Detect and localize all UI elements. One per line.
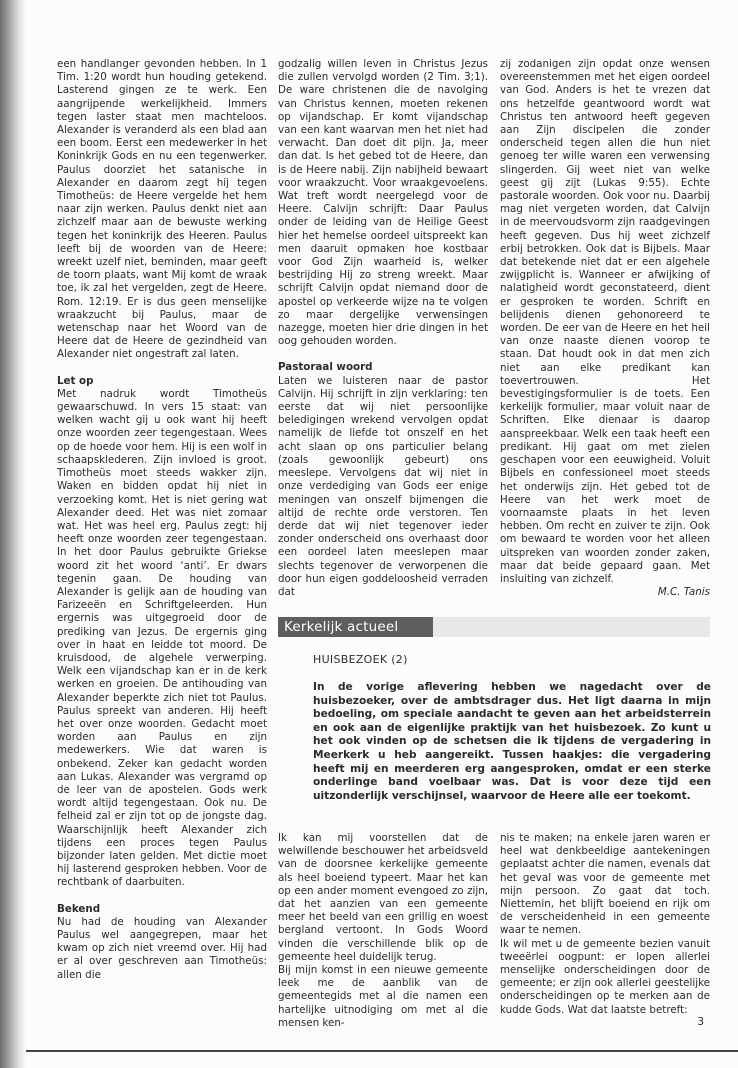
paragraph: Nu had de houding van Alexander Paulus wel aangegrepen, maar het kwam op zich niet vreemd over. Hij had er al over geschreven aan Timotheüs: allen die [57,915,267,981]
paragraph: Ik wil met u de gemeente bezien vanuit tweeërlei oogpunt: er lopen allerlei menselijke onderscheidingen door de gemeente; er zijn ook allerlei geestelijke onderscheidingen op te merken aan de kudde Gods. Wat dat laatste betreft: [500,937,710,1016]
section-banner: Kerkelijk actueel [278,617,433,637]
bottom-rule [26,1050,738,1052]
paragraph: zij zodanigen zijn opdat onze wensen overeenstemmen met het eigen oordeel van God. Anders is het te vrezen dat ons hetzelfde geantwoord wordt wat Christus ten antwoord heeft gegeven aan Zijn discipelen die zonder onderscheid tegen allen die hun niet genoeg ter wille waren een verwensing slingerden. Gij weet niet van welke geest gij zijt (Lukas 9:55). Echte pastorale woorden. Ook voor nu. Daarbij mag niet vergeten worden, dat Calvijn in de meervoudsvorm zijn raadgevingen heeft gegeven. Dus hij weet zichzelf erbij betrokken. Ook dat is Bijbels. Maar dat betekende niet dat er een algehele zwijgplicht is. Wanneer er afwijking of nalatigheid wordt geconstateerd, dient er gesproken te worden. Schrift en belijdenis dienen gehonoreerd te worden. De eer van de Heere en het heil van onze naaste dienen voorop te staan. Dat houdt ook in dat men zich niet aan elke predikant kan toevertrouwen. Het bevestigingsformulier is de toets. Een kerkelijk formulier, maar voluit naar de Schriften. Elke dienaar is daarop aanspreekbaar. Welk een taak heeft een predikant. Hij gaat om met zielen geschapen voor een eeuwigheid. Voluit Bijbels en confessioneel moet steeds het onderwijs zijn. Het gebed tot de Heere van het werk moet de voornaamste plaats in het leven hebben. Om recht en zuiver te zijn. Ook om bewaard te worden voor het alleen uitspreken van woorden zonder zaken, maar dat beide gepaard gaan. Met insluiting van zichzelf. [500,58,710,585]
subheading-pastoraal-woord: Pastoraal woord [278,361,373,374]
column-5 [500,832,710,1017]
paragraph: godzalig willen leven in Christus Jezus die zullen vervolgd worden (2 Tim. 3;1). De ware christenen die de navolging van Christus kennen, moeten rekenen op vijandschap. Er komt vijandschap van een kant waarvan men het niet had verwacht. Dan doet dit pijn. Ja, meer dan dat. Is het gebed tot de Heere, dan is de Heere nabij. Zijn nabijheid bewaart voor wraakzucht. Voor wraakgevoelens. Wat treft wordt neergelegd voor de Heere. Calvijn schrijft: Daar Paulus onder de leiding van de Heilige Geest hier het hemelse oordeel uitspreekt kan men daaruit opmaken hoe kostbaar voor God Zijn waarheid is, welker bestrijding Hij zo streng wreekt. Maar schrijft Calvijn opdat niemand door de apostel op verkeerde wijze na te volgen zo maar dergelijke verwensingen nazegge, moeten hier drie dingen in het oog gehouden worden. [278,58,488,348]
article-title: HUISBEZOEK (2) [313,653,408,666]
paragraph: Laten we luisteren naar de pastor Calvijn. Hij schrijft in zijn verklaring: ten eerste dat wij niet persoonlijke beledigingen wrekend vervolgen opdat namelijk de liefde tot onszelf en het acht slaan op ons particulier belang (zoals gewoonlijk gebeurt) ons meeslepe. Vervolgens dat wij niet in onze verdediging van Gods eer enige meningen van onszelf bijmengen die altijd de rechte orde verstoren. Ten derde dat wij niet tegenover ieder zonder onderscheid ons overhaast door een oordeel laten meeslepen maar slechts tegenover de verworpenen die door hun eigen goddeloosheid verraden dat [278,374,488,598]
author-signature: M.C. Tanis [657,586,710,599]
article-intro: In de vorige aflevering hebben we nagedacht over de huisbezoeker, over de ambtsdrager dus. Het ligt daarna in mijn bedoeling, om speciale aandacht te geven aan het arbeidsterrein en ook aan de eigenlijke praktijk van het huisbezoek. Zo kunt u het ook vinden op de schetsen die ik tijdens de vergadering in Meerkerk u heb aangereikt. Tussen haakjes: die vergadering heeft mij en meerderen erg aangesproken, omdat er een sterke onderlinge band voelbaar was. Dat is voor deze tijd een uitzonderlijk verschijnsel, waarvoor de Heere alle eer toekomt. [313,681,711,802]
column-4 [278,832,488,1030]
paragraph: nis te maken; na enkele jaren waren er heel wat denkbeeldige aantekeningen geplaatst achter die namen, evenals dat het geval was voor de gemeente met mijn persoon. Zo gaat dat toch. Niettemin, het blijft boeiend en rijk om de verscheidenheid in een gemeente waar te nemen. [500,832,710,937]
paragraph: Bij mijn komst in een nieuwe gemeente leek me de aanblik van de gemeentegids met al die namen een hartelijke uitnodiging om met al die mensen ken- [278,964,488,1029]
column-3 [500,58,710,599]
column-1 [57,58,267,982]
paragraph: een handlanger gevonden hebben. In 1 Tim. 1:20 wordt hun houding getekend. Lasterend gingen ze te werk. Een aangrijpende werkelijkheid. Immers tegen laster staat men machteloos. Alexander is veranderd als een blad aan een boom. Eerst een medewerker in het Koninkrijk Gods en nu een tegenwerker. Paulus doorziet het satanische in Alexander en daarom zegt hij tegen Timotheüs: de Heere vergelde het hem naar zijn werken. Paulus denkt niet aan zichzelf maar aan de bewuste werking tegen het koninkrijk des Heeren. Paulus leeft bij de woorden van de Heere: wreekt uzelf niet, beminden, maar geeft de toorn plaats, want Mij komt de wraak toe, ik zal het vergelden, zegt de Heere. Rom. 12:19. Er is dus geen menselijke wraakzucht bij Paulus, maar de wetenschap naar het Woord van de Heere dat de Heere de gezindheid van Alexander niet ongestraft zal laten. [57,58,267,361]
subheading-bekend: Bekend [57,902,101,915]
page-number: 3 [697,1016,704,1028]
column-2 [278,58,488,599]
paragraph: Ik kan mij voorstellen dat de welwillende beschouwer het arbeidsveld van de doorsnee kerkelijke gemeente als heel boeiend typeert. Maar het kan op een ander moment evengoed zo zijn, dat het aanzien van een gemeente meer het beeld van een grillig en woest bergland vertoont. In Gods Woord vinden die verschillende blik op de gemeente heel duidelijk terug. [278,832,488,963]
subheading-let-op: Let op [57,374,94,387]
paragraph: Met nadruk wordt Timotheüs gewaarschuwd. In vers 15 staat: van welken wacht gij u ook want hij heeft onze woorden zeer tegengestaan. Wees op de hoede voor hem. Hij is een wolf in schaapsklederen. Zijn invloed is groot. Timotheüs moet steeds wakker zijn. Waken en bidden opdat hij niet in verzoeking komt. Het is niet gering wat Alexander deed. Het was niet zomaar wat. Het was heel erg. Paulus zegt: hij heeft onze woorden zeer tegengestaan. In het door Paulus gebruikte Griekse woord zit het woord ‘anti’. Er dwars tegenin gaan. De houding van Alexander is gelijk aan de houding van Farizeeën en Schriftgeleerden. Hun ergernis was uitgegroeid door de prediking van Jezus. De ergernis ging over in haat en leidde tot moord. De kruisdood, de algehele verwerping. Welk een vijandschap kan er in de kerk werken en groeien. De antihouding van Alexander beperkte zich niet tot Paulus. Paulus spreekt van anderen. Hij heeft het over onze woorden. Gedacht moet worden aan Paulus en zijn medewerkers. Wie dat waren is onbekend. Zeker kan gedacht worden aan Lukas. Alexander was vergramd op de leer van de apostelen. Gods werk wordt altijd tegengestaan. Ook nu. De felheid zal er zijn tot op de jongste dag. Waarschijnlijk heeft Alexander zich tijdens een proces tegen Paulus bijzonder laten gelden. Met dictie moet hij lasterend gesproken hebben. Voor de rechtbank of daarbuiten. [57,387,267,889]
book-binding-shadow [0,0,26,1068]
